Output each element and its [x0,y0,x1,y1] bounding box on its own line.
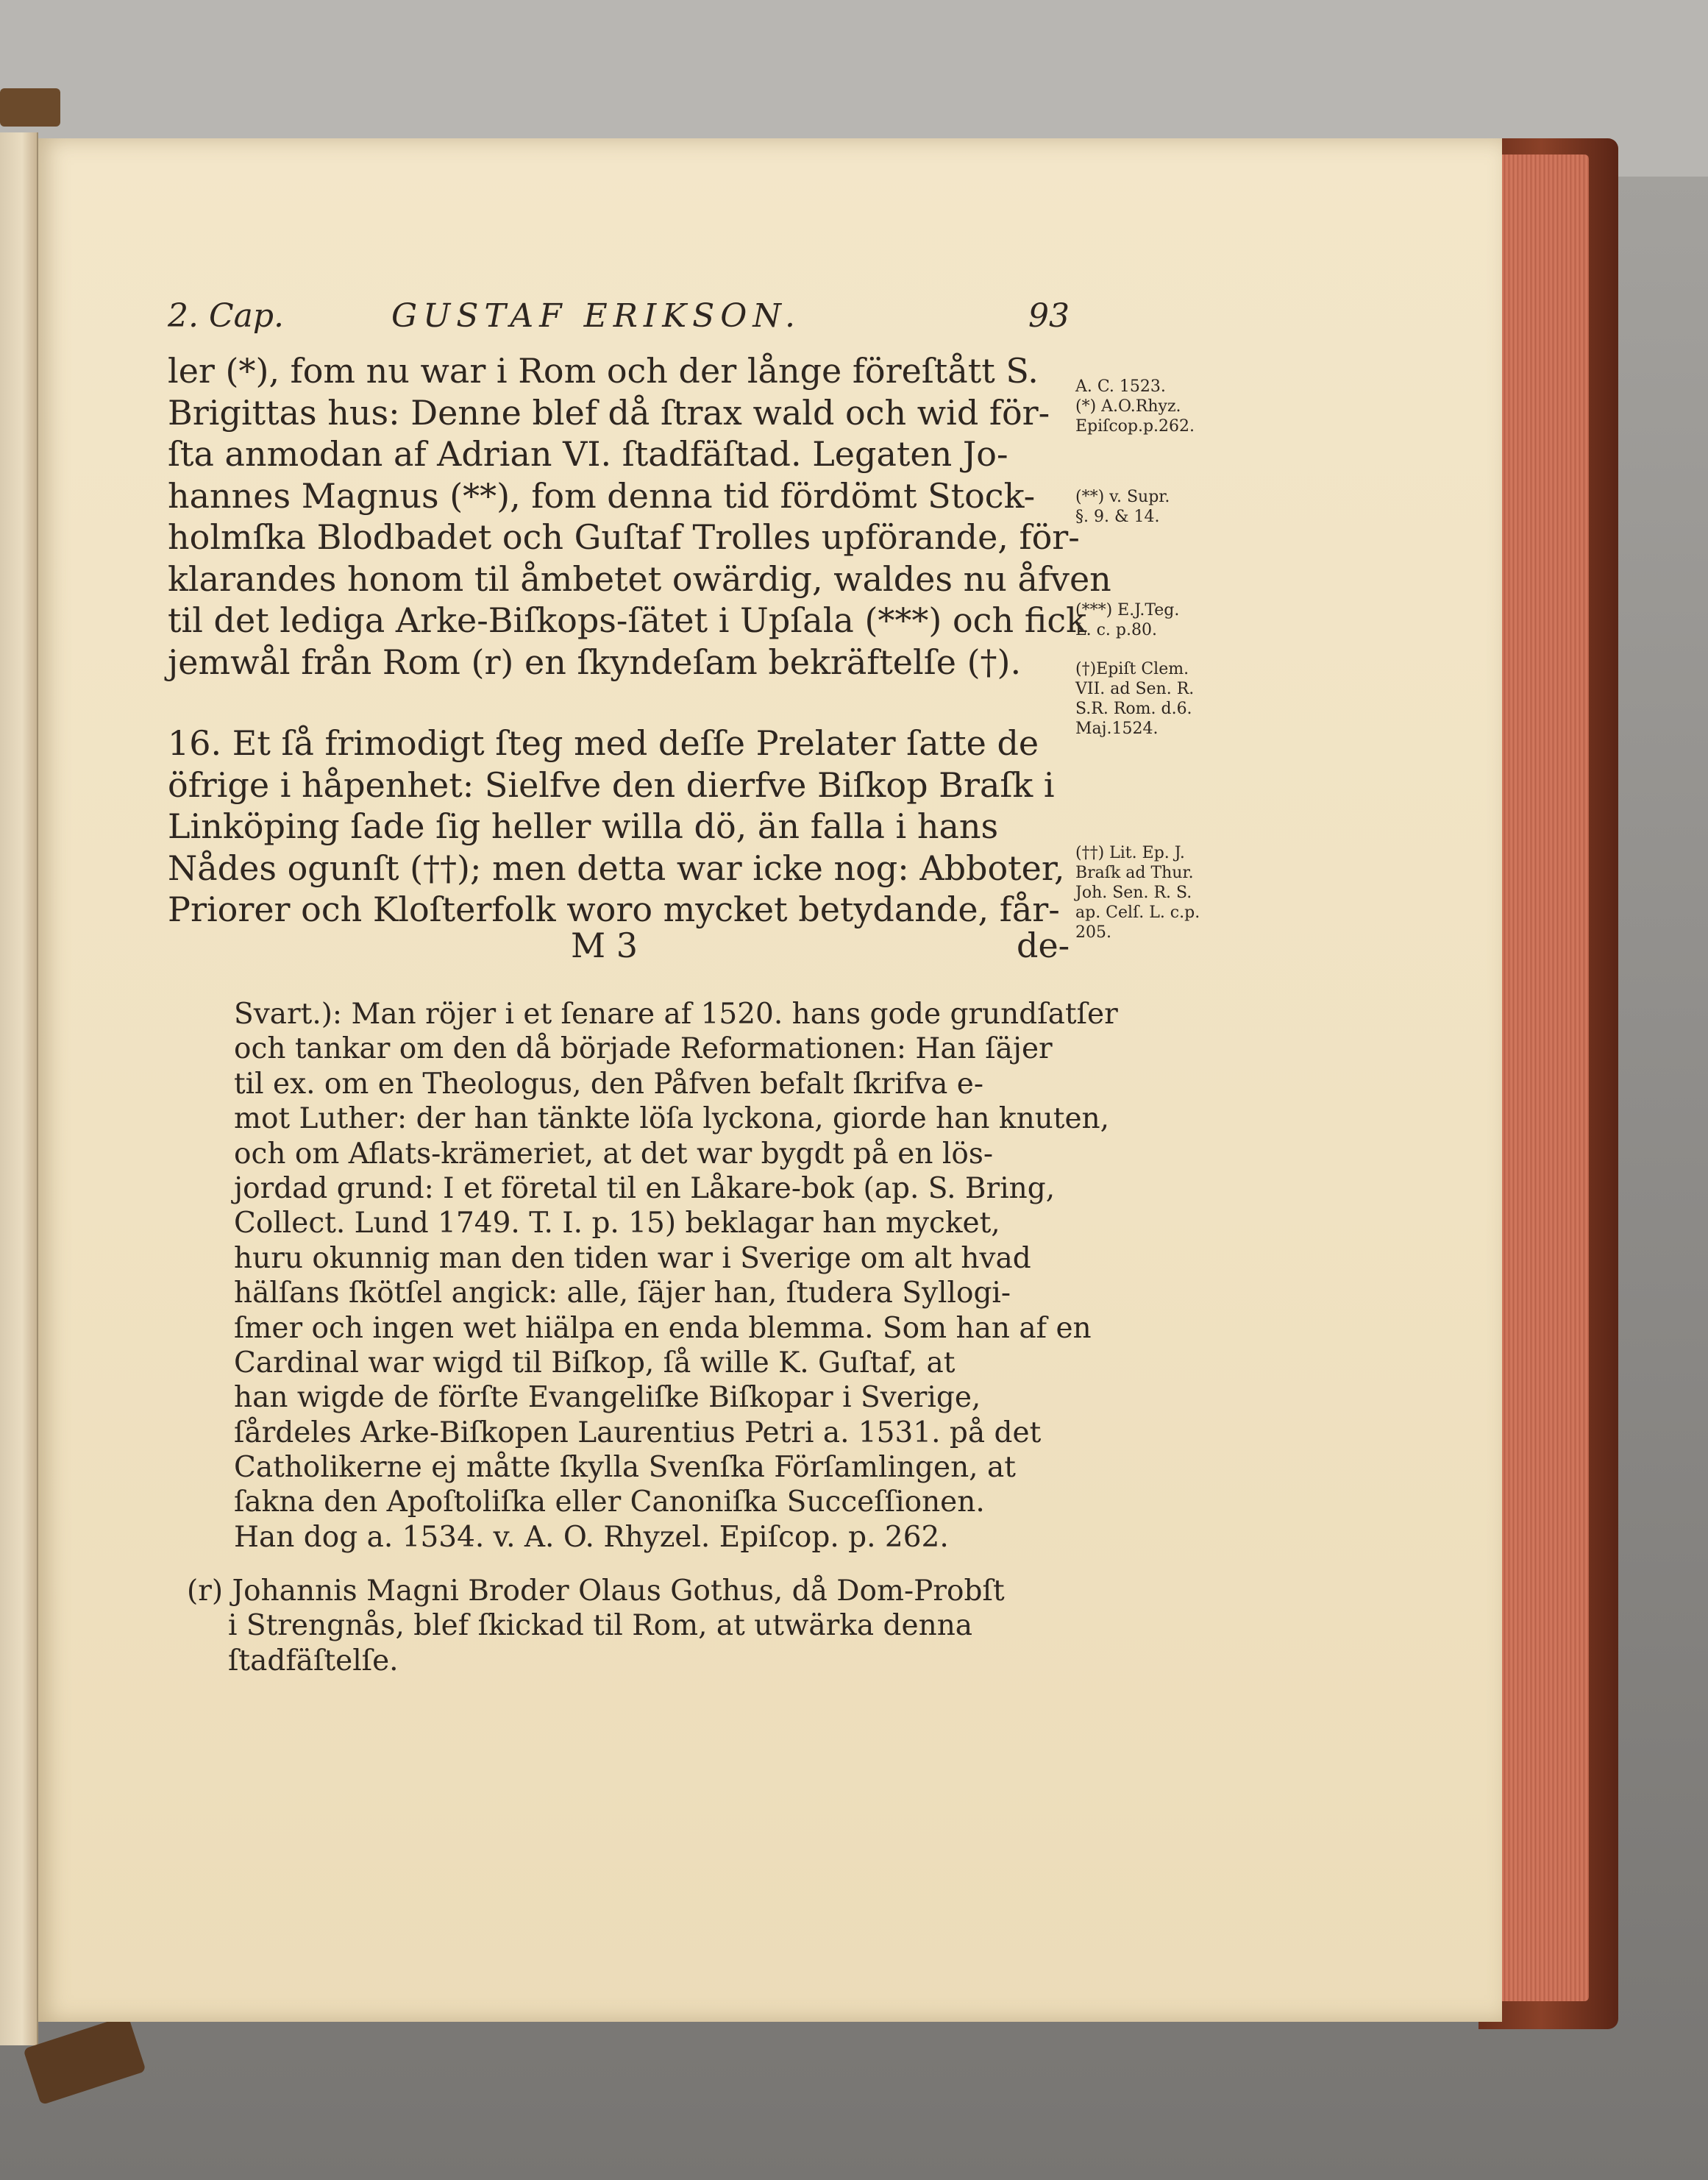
footnote-line: Catholikerne ej måtte ſkylla Svenſka Förſamlingen, at [234,1451,1016,1485]
paragraph-1 [168,350,1111,683]
signature-mark: M 3 [571,926,638,965]
margin-note-3: (***) E.J.Teg. L. c. p.80. [1075,601,1180,639]
text-line: jemwål från Rom (r) en ſkyndeſam bekräftelſe (†). [168,642,1022,682]
footnote-line: (r) Johannis Magni Broder Olaus Gothus, då Dom-Probſt [187,1574,1005,1608]
page-number: 93 [1028,297,1070,335]
paragraph-2 [168,722,1064,931]
footnote-r [187,1574,1005,1679]
chapter-label: 2. Cap. [168,297,285,335]
footnote-line: han wigde de förſte Evangeliſke Biſkopar i Sverige, [234,1381,981,1415]
footnote-continuation [234,998,1118,1555]
footnote-line: hälſans ſkötſel angick: alle, ſäjer han, ſtudera Syllogi- [234,1277,1011,1310]
text-line: Brigittas hus: Denne blef då ſtrax wald och wid för- [168,392,1050,433]
footnote-line: Han dog a. 1534. v. A. O. Rhyzel. Epiſcop. p. 262. [234,1520,949,1554]
margin-note-4: (†)Epiſt Clem. VII. ad Sen. R. S.R. Rom. d.6. Maj.1524. [1075,660,1195,738]
text-line: Priorer och Kloſterfolk woro mycket betydande, får- [168,890,1060,929]
text-line: öfrige i håpenhet: Sielfve den dierfve Biſkop Braſk i [168,764,1055,805]
footnote-line: ſmer och ingen wet hiälpa en enda blemma. Som han af en [234,1311,1092,1345]
footnote-line: Svart.): Man röjer i et ſenare af 1520. hans gode grundſatſer [234,998,1118,1031]
footnote-line: och tankar om den då började Reformationen: Han ſäjer [234,1032,1053,1066]
text-line: holmſka Blodbadet och Guſtaf Trolles upförande, för- [168,517,1080,557]
footnote-line: ſakna den Apoſtoliſka eller Canoniſka Succeſſionen. [234,1485,985,1519]
bookmark-ribbon-top [0,88,60,127]
footnote-line: och om Aflats-krämeriet, at det war bygdt på en lös- [234,1137,994,1171]
margin-note-2: (**) v. Supr. §. 9. & 14. [1075,488,1170,526]
footnote-line: til ex. om en Theologus, den Påfven befalt ſkrifva e- [234,1067,984,1101]
catchword: de- [1017,926,1070,965]
text-line: klarandes honom til åmbetet owärdig, waldes nu åfven [168,558,1111,599]
left-page-edge [0,132,38,2045]
text-line: Nådes ogunſt (††); men detta war icke nog: Abboter, [168,848,1065,888]
running-title: GUSTAF ERIKSON. [391,297,801,335]
footnote-line: Cardinal war wigd til Biſkop, ſå wille K. Guſtaf, at [234,1346,956,1380]
footnote-line: Collect. Lund 1749. T. I. p. 15) beklagar han mycket, [234,1207,1000,1240]
text-line: Linköping ſade ſig heller willa dö, än falla i hans [168,806,999,846]
margin-note-5: (††) Lit. Ep. J. Braſk ad Thur. Joh. Sen. R. S. ap. Celſ. L. c.p. 205. [1075,844,1200,942]
footnote-line: ſtadfäſtelſe. [228,1644,399,1677]
text-line: til det lediga Arke-Biſkops-ſätet i Upſala (***) och fick [168,600,1087,640]
margin-note-1: A. C. 1523. (*) A.O.Rhyz. Epiſcop.p.262. [1075,377,1195,436]
footnote-line: i Strengnås, blef ſkickad til Rom, at utwärka denna [228,1609,973,1643]
text-line: 16. Et ſå frimodigt ſteg med deſſe Prelater ſatte de [168,723,1039,763]
footnote-line: ſårdeles Arke-Biſkopen Laurentius Petri a. 1531. på det [234,1416,1042,1449]
footnote-line: huru okunnig man den tiden war i Sverige om alt hvad [234,1241,1031,1275]
text-line: ſta anmodan af Adrian VI. ſtadfäſtad. Legaten Jo- [168,434,1008,474]
footnote-line: mot Luther: der han tänkte löſa lyckona, giorde han knuten, [234,1102,1110,1136]
text-line: ler (*), fom nu war i Rom och der långe föreſtått S. [168,351,1039,391]
text-line: hannes Magnus (**), fom denna tid fördömt Stock- [168,475,1036,516]
footnote-line: jordad grund: I et företal til en Låkare-bok (ap. S. Bring, [234,1171,1056,1205]
